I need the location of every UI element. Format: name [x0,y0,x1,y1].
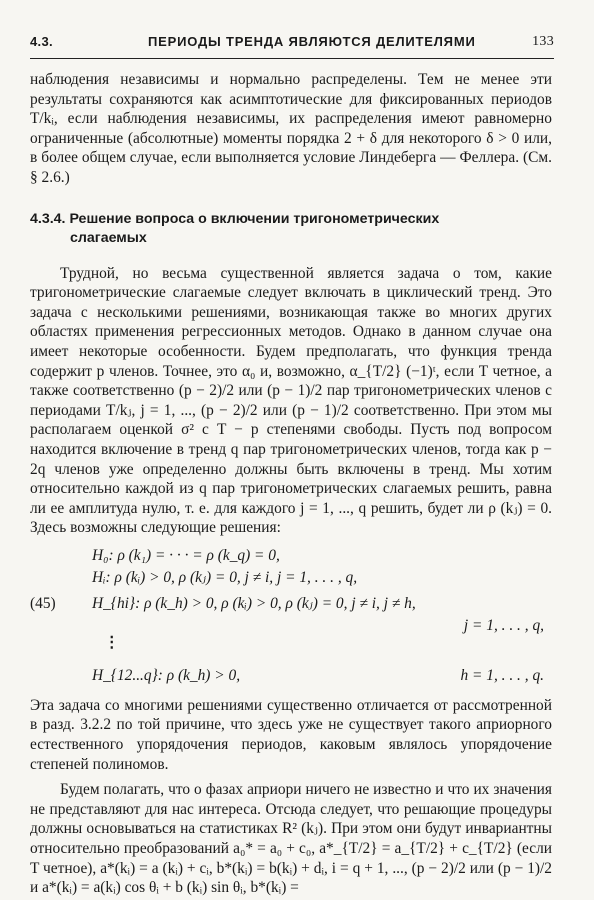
paragraph-2: Трудной, но весьма существенной является задача о том, какие тригонометрические слагаемые следует включать в циклический тренд. Это задача с несколькими решениями, возникающая также во многих других областях применения регрессионных методов. Однако в данном случае она имеет некоторые особенности. Будем предполагать, что функция тренда содержит p членов. Точнее, это α₀ и, возможно, α_{T/2} (−1)ᵗ, если T четное, а также соответственно (p − 2)/2 или (p − 1)/2 пар тригонометрических членов с периодами T/kⱼ, j = 1, ..., (p − 2)/2 или (p − 1)/2 соответственно. При этом мы располагаем оценкой σ² с T − p степенями свободы. Пусть под вопросом находится включение в тренд q пар тригонометрических членов, тогда как p − 2q членов уже определенно должны быть включены в тренд. Мы хотим относительно каждой из q пар тригонометрических слагаемых решить, равна ли ее амплитуда нулю, т. е. для каждого j = 1, ..., q решить, будет ли ρ (kⱼ) = 0. Здесь возможны следующие решения: [30,264,552,537]
paragraph-4: Будем полагать, что о фазах априори ничего не известно и что их значения не представляют для нас интереса. Отсюда следует, что решающие процедуры должны основываться на статистиках R² (kⱼ). При этом они будут инвариантны относительно преобразований a₀* = a₀ + c₀, a*_{T/2} = a_{T/2} + c_{T/2} (если T четное), a*(kᵢ) = a (kᵢ) + cᵢ, b*(kᵢ) = b(kᵢ) + dᵢ, i = q + 1, ..., (p − 2)/2 или (p − 1)/2 и a*(kᵢ) = a(kᵢ) cos θᵢ + b (kᵢ) sin θᵢ, b*(kᵢ) = [30,781,552,897]
header-title: ПЕРИОДЫ ТРЕНДА ЯВЛЯЮТСЯ ДЕЛИТЕЛЯМИ [148,34,476,49]
hypotheses-equation [30,544,552,692]
running-header [30,32,554,52]
page-number: 133 [532,34,554,49]
header-section-number: 4.3. [30,34,53,49]
section-number: 4.3.4. [30,210,66,227]
header-rule [30,58,554,59]
hypothesis-hlast-range: h = 1, . . . , q. [460,666,544,684]
vertical-dots: ⋮ [104,633,120,651]
equation-number: (45) [30,594,56,612]
hypothesis-h0: H₀: ρ (k₁) = · · · = ρ (k_q) = 0, [92,546,280,564]
page-body [30,70,552,898]
hypothesis-hhi-range: j = 1, . . . , q, [463,616,544,634]
section-heading [30,210,552,248]
paragraph-3: Эта задача со многими решениями существенно отличается от рассмотренной в разд. 3.2.2 по той причине, что здесь уже не существует такого априорного естественного упорядочения периодов, каковым являлось упорядочение степеней полиномов. [30,696,552,773]
section-title-line1: Решение вопроса о включении тригонометрических [69,210,440,227]
section-title-line2: слагаемых [70,229,147,246]
hypothesis-hhi: H_{hi}: ρ (k_h) > 0, ρ (kᵢ) > 0, ρ (kⱼ) = 0, j ≠ i, j ≠ h, [92,594,416,612]
paragraph-1: наблюдения независимы и нормально распределены. Тем не менее эти результаты сохраняются как асимптотические для фиксированных периодов T/kᵢ, если наблюдения независимы, их распределения имеют равномерно ограниченные (абсолютные) моменты порядка 2 + δ для некоторого δ > 0 или, в более общем случае, если выполняется условие Линдеберга — Феллера. (См. § 2.6.) [30,71,552,186]
hypothesis-hlast: H_{12...q}: ρ (k_h) > 0, [92,666,241,684]
hypothesis-hi: Hᵢ: ρ (kᵢ) > 0, ρ (kⱼ) = 0, j ≠ i, j = 1, . . . , q, [92,568,358,586]
